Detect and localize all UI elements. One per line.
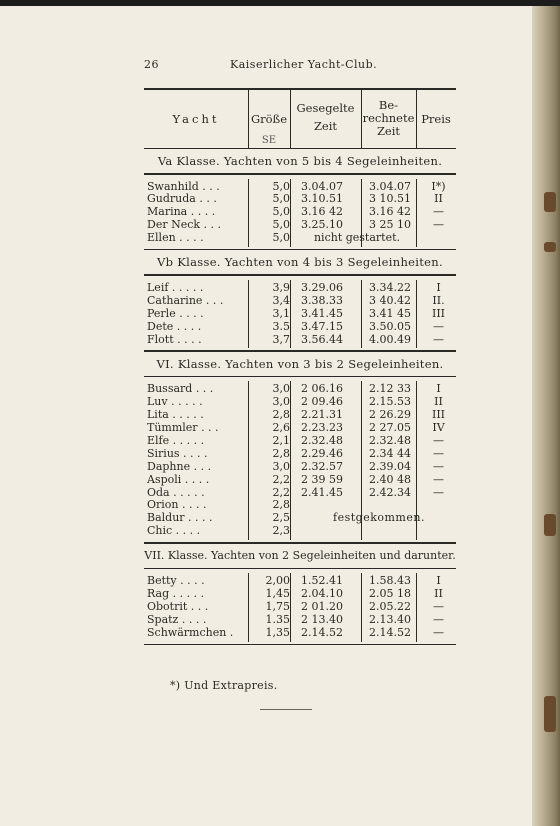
yacht-name: Lita . . . . . <box>147 408 204 422</box>
computed-time: 3 10.51 <box>369 192 411 206</box>
prize: III <box>431 306 446 320</box>
yacht-name: Schwärmchen . <box>147 625 234 639</box>
computed-time: 2.14.52 <box>369 625 411 639</box>
computed-time: 3.04.07 <box>369 179 411 193</box>
prize: II. <box>432 293 445 307</box>
yacht-name: Luv . . . . . <box>147 395 203 409</box>
table-row <box>144 308 456 321</box>
row-note: festgekommen. <box>333 511 425 525</box>
binding-clip <box>544 696 556 732</box>
sailed-time: 3.29.06 <box>301 280 343 294</box>
column-header-computed-time <box>361 99 416 157</box>
table-body <box>144 149 456 645</box>
prize: — <box>433 433 444 447</box>
yacht-size: 3,0 <box>272 382 290 396</box>
footnote: *) Und Extrapreis. <box>170 679 278 692</box>
prize: — <box>433 459 444 473</box>
yacht-name: Perle . . . . <box>147 306 204 320</box>
table-row <box>144 601 456 614</box>
computed-time: 2 26.29 <box>369 408 411 422</box>
prize: III <box>431 408 446 422</box>
class-title: VII. Klasse. Yachten von 2 Segeleinheiten und darunter. <box>144 548 456 562</box>
header-line: Zeit <box>313 119 338 133</box>
column-header-prize: Preis <box>421 112 451 126</box>
yacht-size: 3,4 <box>272 293 290 307</box>
prize: — <box>433 472 444 486</box>
yacht-name: Ellen . . . . <box>147 231 204 245</box>
column-header-size: Größe <box>250 112 288 126</box>
yacht-size: 5,0 <box>272 179 290 193</box>
computed-time: 3.34.22 <box>369 280 411 294</box>
yacht-name: Chic . . . . <box>147 524 201 538</box>
header-line: Zeit <box>376 124 401 138</box>
prize: II <box>434 395 443 409</box>
yacht-name: Leif . . . . . <box>147 280 204 294</box>
results-table <box>144 88 456 645</box>
prize: — <box>433 485 444 499</box>
yacht-size: 3,0 <box>272 395 290 409</box>
yacht-name: Catharine . . . <box>147 293 224 307</box>
sailed-time: 3.38.33 <box>301 293 343 307</box>
table-row <box>144 588 456 601</box>
computed-time: 3 25 10 <box>369 218 411 232</box>
computed-time: 2.12 33 <box>369 382 411 396</box>
binding-clip <box>544 242 556 252</box>
computed-time: 2.42.34 <box>369 485 411 499</box>
prize: IV <box>432 421 445 435</box>
class-end-rule <box>144 644 456 646</box>
sailed-time: 2 06.16 <box>301 382 343 396</box>
yacht-size: 2,5 <box>272 511 290 525</box>
computed-time: 2.05.22 <box>369 599 411 613</box>
class-title: VI. Klasse. Yachten von 3 bis 2 Segeleinheiten. <box>156 356 444 371</box>
yacht-name: Elfe . . . . . <box>147 433 205 447</box>
yacht-size: 5,0 <box>272 218 290 232</box>
computed-time: 2.15.53 <box>369 395 411 409</box>
table-row <box>144 295 456 308</box>
yacht-name: Aspoli . . . . <box>147 472 210 486</box>
yacht-size: 3,9 <box>272 280 290 294</box>
prize: — <box>433 446 444 460</box>
yacht-size: 5,0 <box>272 192 290 206</box>
computed-time: 2.40 48 <box>369 472 411 486</box>
table-row <box>144 525 456 538</box>
table-row <box>144 232 456 245</box>
sailed-time: 3.41.45 <box>301 306 343 320</box>
computed-time: 4.00.49 <box>369 332 411 346</box>
computed-time: 2.34 44 <box>369 446 411 460</box>
yacht-size: 1.35 <box>265 612 290 626</box>
class-title: Va Klasse. Yachten von 5 bis 4 Segeleinheiten. <box>157 154 443 168</box>
yacht-name: Swanhild . . . <box>147 179 220 193</box>
yacht-size: 2,8 <box>272 446 290 460</box>
yacht-size: 3,1 <box>272 306 290 320</box>
sailed-time: 3.47.15 <box>301 319 343 333</box>
sailed-time: 2.21.31 <box>301 408 343 422</box>
binding-clip <box>544 514 556 536</box>
yacht-name: Oda . . . . . <box>147 485 205 499</box>
prize: II <box>434 586 443 600</box>
computed-time: 2.13.40 <box>369 612 411 626</box>
yacht-name: Dete . . . . <box>147 319 202 333</box>
computed-time: 2.39.04 <box>369 459 411 473</box>
table-row <box>144 627 456 640</box>
yacht-name: Daphne . . . <box>147 459 212 473</box>
column-header-size-unit: SE <box>261 135 277 146</box>
sailed-time: 2 13.40 <box>301 612 343 626</box>
sailed-time: 2 09.46 <box>301 395 343 409</box>
yacht-size: 1,45 <box>265 586 290 600</box>
prize: — <box>433 205 444 219</box>
yacht-size: 5,0 <box>272 205 290 219</box>
yacht-name: Orion . . . . <box>147 498 207 512</box>
sailed-time: 2 01.20 <box>301 599 343 613</box>
sailed-time: 2.29.46 <box>301 446 343 460</box>
prize: I*) <box>431 179 446 193</box>
prize: — <box>433 319 444 333</box>
table-row <box>144 614 456 627</box>
yacht-size: 2,2 <box>272 485 290 499</box>
table-row <box>144 461 456 474</box>
column-header-yacht: Yacht <box>172 112 220 126</box>
yacht-size: 3.5 <box>272 319 290 333</box>
computed-time: 3.16 42 <box>369 205 411 219</box>
yacht-name: Betty . . . . <box>147 574 205 588</box>
sailed-time: 3.10.51 <box>301 192 343 206</box>
yacht-size: 2,8 <box>272 498 290 512</box>
table-row <box>144 282 456 295</box>
prize: — <box>433 625 444 639</box>
sailed-time: 3.56.44 <box>301 332 343 346</box>
class-group <box>144 377 456 542</box>
sailed-time: 2.14.52 <box>301 625 343 639</box>
sailed-time: 2.04.10 <box>301 586 343 600</box>
footnote-rule <box>260 709 312 710</box>
header-line: Gesegelte <box>296 101 355 115</box>
sailed-time: 1.52.41 <box>301 574 343 588</box>
table-row <box>144 435 456 448</box>
sailed-time: 2.23.23 <box>301 421 343 435</box>
class-group <box>144 569 456 643</box>
yacht-name: Obotrit . . . <box>147 599 209 613</box>
yacht-size: 2,3 <box>272 524 290 538</box>
yacht-size: 2,1 <box>272 433 290 447</box>
yacht-name: Tümmler . . . <box>147 421 219 435</box>
header-line: Be- <box>378 98 399 112</box>
prize: I <box>436 382 441 396</box>
computed-time: 2 27.05 <box>369 421 411 435</box>
computed-time: 2.05 18 <box>369 586 411 600</box>
yacht-size: 2,8 <box>272 408 290 422</box>
yacht-name: Rag . . . . . <box>147 586 205 600</box>
prize: — <box>433 612 444 626</box>
sailed-time: 3.04.07 <box>301 179 343 193</box>
computed-time: 2.32.48 <box>369 433 411 447</box>
class-group <box>144 276 456 350</box>
yacht-size: 1,35 <box>265 625 290 639</box>
page-number: 26 <box>144 58 159 71</box>
sailed-time: 2.32.48 <box>301 433 343 447</box>
table-row <box>144 321 456 334</box>
yacht-name: Der Neck . . . <box>147 218 222 232</box>
sailed-time: 2 39 59 <box>301 472 343 486</box>
yacht-size: 3,0 <box>272 459 290 473</box>
table-row <box>144 334 456 347</box>
yacht-size: 3,7 <box>272 332 290 346</box>
row-note: nicht gestartet. <box>313 231 401 245</box>
computed-time: 3.50.05 <box>369 319 411 333</box>
yacht-name: Flott . . . . <box>147 332 202 346</box>
prize: — <box>433 332 444 346</box>
prize: I <box>436 574 441 588</box>
yacht-size: 2,00 <box>265 574 290 588</box>
column-header-sailed-time <box>290 102 361 160</box>
sailed-time: 3.16 42 <box>301 205 343 219</box>
class-title: Vb Klasse. Yachten von 4 bis 3 Segeleinheiten. <box>157 255 443 270</box>
table-header <box>144 90 456 148</box>
yacht-size: 2,6 <box>272 421 290 435</box>
sailed-time: 3.25.10 <box>301 218 343 232</box>
sailed-time: 2.32.57 <box>301 459 343 473</box>
prize: I <box>436 280 441 294</box>
yacht-size: 2,2 <box>272 472 290 486</box>
running-title: Kaiserlicher Yacht-Club. <box>230 58 378 71</box>
computed-time: 3 40.42 <box>369 293 411 307</box>
page-edge <box>532 6 560 826</box>
class-group <box>144 175 456 249</box>
page-header <box>144 58 454 74</box>
header-line: rechnete <box>362 111 415 125</box>
yacht-name: Marina . . . . <box>147 205 216 219</box>
yacht-size: 1,75 <box>265 599 290 613</box>
prize: II <box>434 192 443 206</box>
computed-time: 1.58.43 <box>369 574 411 588</box>
yacht-name: Spatz . . . . <box>147 612 207 626</box>
computed-time: 3.41 45 <box>369 306 411 320</box>
yacht-name: Baldur . . . . <box>147 511 213 525</box>
yacht-size: 5,0 <box>272 231 290 245</box>
table-row <box>144 448 456 461</box>
table-row <box>144 474 456 487</box>
prize: — <box>433 599 444 613</box>
binding-clip <box>544 192 556 212</box>
prize: — <box>433 218 444 232</box>
yacht-name: Gudruda . . . <box>147 192 217 206</box>
sailed-time: 2.41.45 <box>301 485 343 499</box>
yacht-name: Bussard . . . <box>147 382 214 396</box>
yacht-name: Sirius . . . . <box>147 446 208 460</box>
